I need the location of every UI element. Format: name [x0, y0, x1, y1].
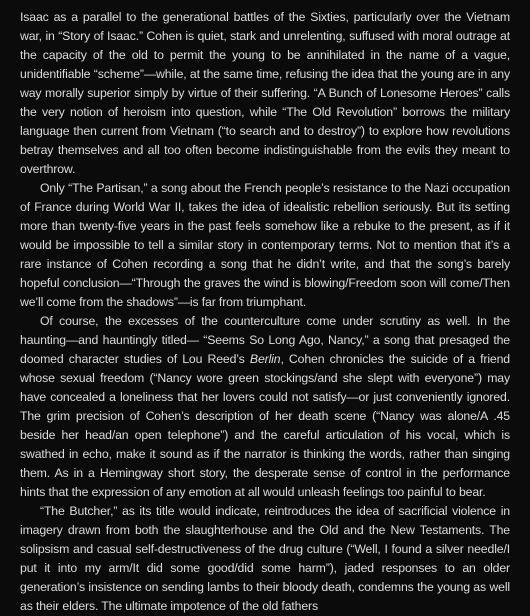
paragraph-text: , Cohen chronicles the suicide of a friend whose sexual freedom (“Nancy wore green stockings/and she slept with everyone”) may have concealed a loneliness that her lovers could not satisfy—or just conveniently ignored. The grim precision of Cohen’s description of her death scene (“Nancy was alone/A .45 beside her head/an open telephone”) and the careful articulation of his vocal, which is swathed in echo, make it sound as if the narrator is thinking the words, rather than singing them. As in a Hemingway short story, the desperate sense of control in the performance hints that the expression of any emotion at all would unleash feelings too painful to bear. [20, 352, 510, 499]
paragraph-nancy [20, 312, 510, 502]
paragraph-text: Only “The Partisan,” a song about the French people’s resistance to the Nazi occupation of France during World War II, takes the idea of idealistic rebellion seriously. But its setting more than twenty-five years in the past feels somehow like a rebuke to the present, as if it would be impossible to tell a similar story in contemporary terms. Not to mention that it’s a rare instance of Cohen recording a song that he didn’t write, and that the song’s barely hopeful conclusion—“Through the graves the wind is blowing/Freedom soon will come/Then we’ll come from the shadows”—is far from triumphant. [20, 181, 510, 309]
paragraph-text: Isaac as a parallel to the generational battles of the Sixties, particularly over the Vietnam war, in “Story of Isaac.” Cohen is quiet, stark and unrelenting, suffused with moral outrage at the capacity of the old to permit the young to be annihilated in the name of a vague, unidentifiable “scheme”—while, at the same time, refusing the idea that the young are in any way morally superior simply by virtue of their suffering. “A Bunch of Lonesome Heroes” calls the very notion of heroism into question, while “The Old Revolution” borrows the military language then current from Vietnam (“to search and to destroy”) to explore how revolutions betray themselves and all too often become indistinguishable from the evils they meant to overthrow. [20, 10, 510, 176]
paragraph-story-of-isaac [20, 8, 510, 179]
paragraph-text: “The Butcher,” as its title would indicate, reintroduces the idea of sacrificial violence in imagery drawn from both the slaughterhouse and the Old and the New Testaments. The solipsism and casual self-destructiveness of the drug culture (“Well, I found a silver needle/I put it into my arm/It did some good/did some harm”), jaded responses to an older generation’s insistence on sending lambs to their bloody death, condemns the young as well as their elders. The ultimate impotence of the old fathers [20, 504, 510, 613]
paragraph-text: Of course, the excesses of the counterculture come under scrutiny as well. In the haunting—and hauntingly titled— “Seems So Long Ago, Nancy,” a song that presaged the doomed character studies of Lou Reed’s [20, 314, 510, 366]
paragraph-the-partisan [20, 179, 510, 312]
body-text-column [20, 8, 510, 616]
album-title-berlin: Berlin [249, 352, 281, 366]
paragraph-the-butcher [20, 502, 510, 616]
